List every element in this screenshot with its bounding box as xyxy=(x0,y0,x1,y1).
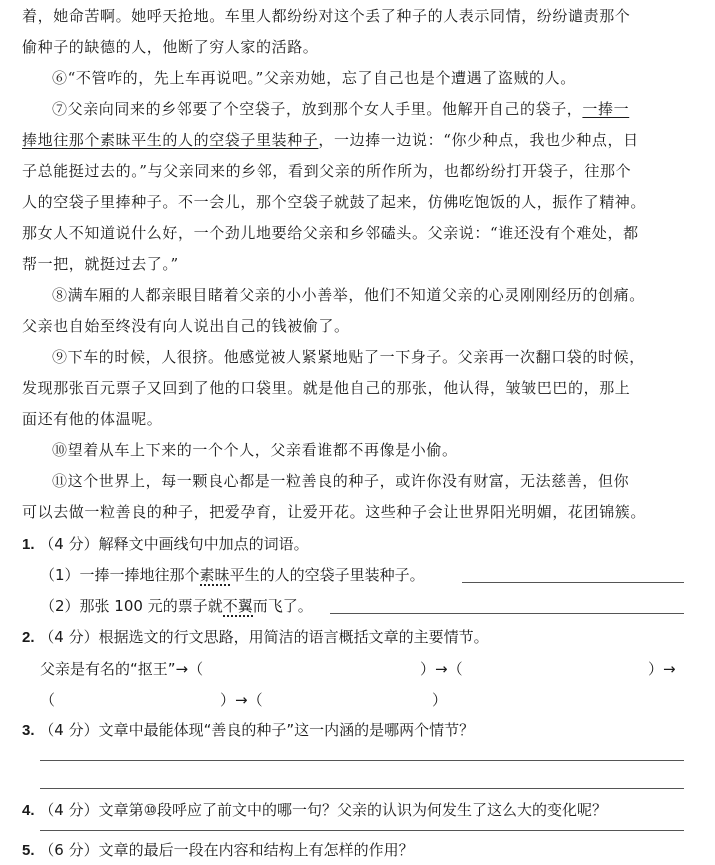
passage-line: 那女人不知道说什么好，一个劲儿地要给父亲和乡邻磕头。父亲说：“谁还没有个难处，都 xyxy=(22,224,639,242)
passage-line xyxy=(22,161,631,183)
question-number: 1. xyxy=(22,536,35,553)
passage-line: 帮一把，就挺过去了。” xyxy=(22,255,179,273)
passage-line: 父亲也自始至终没有向人说出自己的钱被偷了。 xyxy=(22,317,350,335)
sub-question-text: 平生的人的空袋子里装种子。 xyxy=(229,566,425,584)
question-text: （4 分）根据选文的行文思路，用简洁的语言概括文章的主要情节。 xyxy=(39,628,489,646)
question-number: 5. xyxy=(22,842,35,859)
question-number: 4. xyxy=(22,802,35,819)
sub-question-text: （2）那张 100 元的票子就 xyxy=(40,597,223,615)
passage-line: ⑨下车的时候，人很挤。他感觉被人紧紧地贴了一下身子。父亲再一次翻口袋的时候， xyxy=(52,348,645,366)
passage-line: 面还有他的体温呢。 xyxy=(22,410,163,428)
question-text: （6 分）文章的最后一段在内容和结构上有怎样的作用？ xyxy=(39,841,414,859)
plot-row-2-end: ） xyxy=(432,691,448,709)
question-text: （4 分）解释文中画线句中加点的词语。 xyxy=(39,535,309,553)
answer-line[interactable] xyxy=(40,760,684,761)
passage-line: 发现那张百元票子又回到了他的口袋里。就是他自己的那张，他认得，皱皱巴巴的，那上 xyxy=(22,379,631,397)
question-stem xyxy=(22,840,414,862)
plot-row-2-start: （ xyxy=(40,691,56,709)
plot-row-1-end: ）→ xyxy=(648,660,676,678)
answer-line[interactable] xyxy=(40,788,684,789)
passage-line: ⑧满车厢的人都亲眼目睹着父亲的小小善举，他们不知道父亲的心灵刚刚经历的创痛。 xyxy=(52,286,645,304)
sub-question-1 xyxy=(40,565,425,587)
passage-line: 可以去做一粒善良的种子，把爱孕育，让爱开花。这些种子会让世界阳光明媚，花团锦簇。 xyxy=(22,503,647,521)
answer-line[interactable] xyxy=(330,613,684,614)
passage-line: 人的空袋子里捧种子。不一会儿，那个空袋子就鼓了起来，仿佛吃饱饭的人，振作了精神。 xyxy=(22,193,647,211)
question-stem xyxy=(22,720,474,742)
sub-question-text: （1）一捧一捧地往那个 xyxy=(40,566,200,584)
passage-text: 与父亲同来的乡邻，看到父亲的所作所为，也都纷纷打开袋子，往那个 xyxy=(147,162,632,180)
passage-line: ⑩望着从车上下来的一个个人，父亲看谁都不再像是小偷。 xyxy=(52,441,458,459)
passage-text: 子总能挺过去的。” xyxy=(22,162,148,180)
plot-row-1-start: 父亲是有名的“抠王”→（ xyxy=(40,660,204,678)
question-text: （4 分）文章第⑩段呼应了前文中的哪一句？父亲的认识为何发生了这么大的变化呢？ xyxy=(39,801,608,819)
passage-line: 偷种子的缺德的人，他断了穷人家的活路。 xyxy=(22,38,319,56)
sub-question-text: 而飞了。 xyxy=(252,597,313,615)
passage-text: ，一边捧一边说：“你少种点，我也少种点，日 xyxy=(318,131,639,149)
plot-row-1-mid: ）→（ xyxy=(420,660,463,678)
dotted-word: 不翼 xyxy=(222,597,253,615)
underlined-sentence: 一捧一 xyxy=(582,100,630,118)
question-text: （4 分）文章中最能体现“善良的种子”这一内涵的是哪两个情节？ xyxy=(39,721,475,739)
question-number: 3. xyxy=(22,722,35,739)
question-stem xyxy=(22,800,607,822)
passage-line: ⑥“不管咋的，先上车再说吧。”父亲劝她，忘了自己也是个遭遇了盗贼的人。 xyxy=(52,69,576,87)
answer-line[interactable] xyxy=(40,830,684,831)
question-stem xyxy=(22,627,489,649)
plot-row-2-mid: ）→（ xyxy=(220,691,263,709)
passage-line xyxy=(22,130,639,152)
underlined-sentence: 捧地往那个素昧平生的人的空袋子里装种子 xyxy=(22,131,319,149)
question-stem xyxy=(22,534,309,556)
passage-text: ⑦父亲向同来的乡邻要了个空袋子，放到那个女人手里。他解开自己的袋子， xyxy=(52,100,583,118)
answer-line[interactable] xyxy=(462,582,684,583)
sub-question-2 xyxy=(40,596,313,618)
passage-line: 着，她命苦啊。她呼天抢地。车里人都纷纷对这个丢了种子的人表示同情，纷纷谴责那个 xyxy=(22,7,631,25)
dotted-word: 素昧 xyxy=(199,566,230,584)
passage-line: ⑪这个世界上，每一颗良心都是一粒善良的种子，或许你没有财富，无法慈善，但你 xyxy=(52,472,630,490)
passage-line xyxy=(52,99,629,121)
question-number: 2. xyxy=(22,629,35,646)
